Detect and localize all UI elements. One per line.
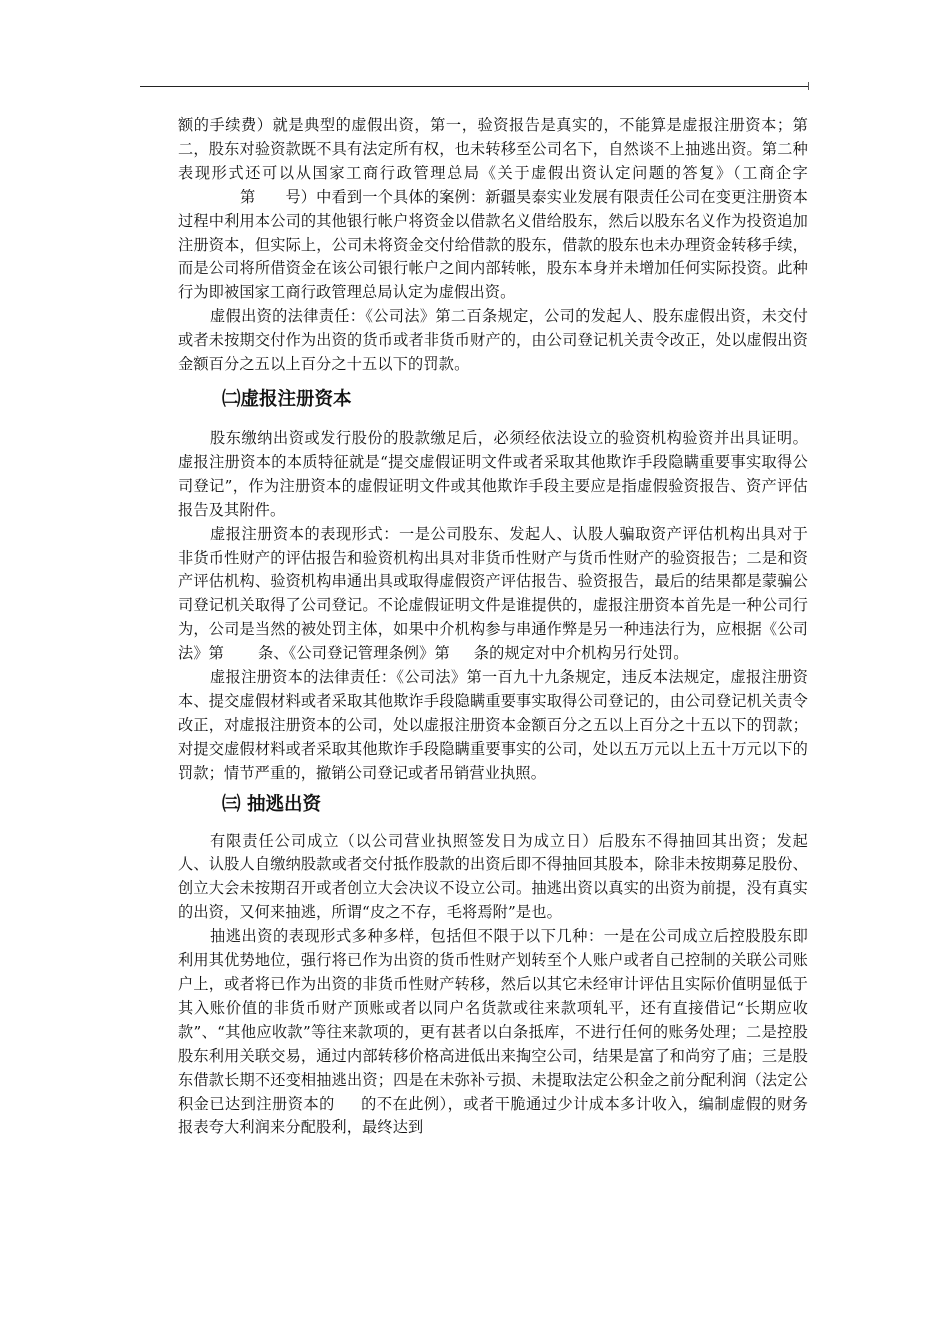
paragraph-withdrawal-definition: 有限责任公司成立（以公司营业执照签发日为成立日）后股东不得抽回其出资；发起人、认股人自缴纳股款或者交付抵作股款的出资后即不得抽回其股本，除非未按期募足股份、创立大会未按期召开或者创立大会决议不设立公司。抽逃出资以真实的出资为前提，没有真实的出资，又何来抽逃，所谓“皮之不存，毛将焉附”是也。: [178, 831, 808, 922]
header-rule-tick: [808, 82, 809, 90]
text-run: 额的手续费）就是典型的虚假出资，第一，验资报告是真实的，不能算是虚报注册资本；第二，股东对验资款既不具有法定所有权，也未转移至公司名下，自然谈不上抽逃出资。第二种表现形式还可以从国家工商行政管理总局《关于虚假出资认定问题的答复》（工商企字: [178, 116, 808, 182]
paragraph-registered-capital-forms: [178, 523, 808, 666]
text-run: 的不在此例），或者干脆通过少计成本多计收入，编制虚假的财务报表夸大利润来分配股利，最终达到: [178, 1094, 809, 1137]
section-heading-false-registered-capital: ㈡虚报注册资本: [222, 388, 352, 410]
text-run: 虚报注册资本的表现形式：一是公司股东、发起人、认股人骗取资产评估机构出具对于非货币性财产的评估报告和验资机构出具对非货币性财产与货币性财产的验资报告；二是和资产评估机构、验资机构串通出具或取得虚假资产评估报告、验资报告，最后的结果都是蒙骗公司登记机关取得了公司登记。不论虚假证明文件是谁提供的，虚报注册资本首先是一种公司行为，公司是当然的被处罚主体，如果中介机构参与串通作弊是另一种违法行为，应根据《公司法》第: [178, 524, 808, 663]
paragraph-registered-capital-definition: 股东缴纳出资或发行股份的股款缴足后，必须经依法设立的验资机构验资并出具证明。虚报注册资本的本质特征就是“提交虚假证明文件或者采取其他欺诈手段隐瞒重要事实取得公司登记”，作为注册资本的虚假证明文件或其他欺诈手段主要应是指虚假验资报告、资产评估报告及其附件。: [178, 428, 808, 519]
paragraph-withdrawal-forms: [178, 925, 808, 1140]
paragraph-false-capital-example: [178, 114, 808, 305]
paragraph-false-capital-liability: 虚假出资的法律责任：《公司法》第二百条规定，公司的发起人、股东虚假出资，未交付或者未按期交付作为出资的货币或者非货币财产的，由公司登记机关责令改正，处以虚假出资金额百分之五以上百分之十五以下的罚款。: [178, 307, 808, 374]
header-rule: [140, 86, 808, 87]
text-run: 条、《公司登记管理条例》第: [258, 644, 450, 663]
document-body: [178, 114, 808, 1140]
text-run: 第: [240, 187, 256, 206]
text-run: 号）中看到一个具体的案例：新疆昊泰实业发展有限责任公司在变更注册资本过程中利用本公司的其他银行帐户将资金以借款名义借给股东，然后以股东名义作为投资追加注册资本，但实际上，公司未将资金交付给借款的股东，借款的股东也未办理资金转移手续，而是公司将所借资金在该公司银行帐户之间内部转帐，股东本身并未增加任何实际投资。此种行为即被国家工商行政管理总局认定为虚假出资。: [178, 187, 808, 302]
section-heading-capital-withdrawal: ㈢ 抽逃出资: [222, 793, 321, 815]
text-run: 抽逃出资的表现形式多种多样，包括但不限于以下几种：一是在公司成立后控股股东即利用其优势地位，强行将已作为出资的货币性财产划转至个人账户或者自己控制的关联公司账户上，或者将已作为出资的非货币性财产转移，然后以其它未经审计评估且实际价值明显低于其入账价值的非货币财产顶账或者以同户名货款或往来款项轧平，还有直接借记“长期应收款”、“其他应收款”等往来款项的，更有甚者以白条抵库，不进行任何的账务处理；二是控股股东利用关联交易，通过内部转移价格高进低出来掏空公司，结果是富了和尚穷了庙；三是股东借款长期不还变相抽逃出资；四是在未弥补亏损、未提取法定公积金之前分配利润（法定公积金已达到注册资本的: [178, 927, 808, 1113]
text-run: 条的规定对中介机构另行处罚。: [473, 644, 689, 663]
paragraph-registered-capital-liability: 虚报注册资本的法律责任：《公司法》第一百九十九条规定，违反本法规定，虚报注册资本、提交虚假材料或者采取其他欺诈手段隐瞒重要事实取得公司登记的，由公司登记机关责令改正，对虚报注册资本的公司，处以虚报注册资本金额百分之五以上百分之十五以下的罚款；对提交虚假材料或者采取其他欺诈手段隐瞒重要事实的公司，处以五万元以上五十万元以下的罚款；情节严重的，撤销公司登记或者吊销营业执照。: [178, 668, 808, 782]
